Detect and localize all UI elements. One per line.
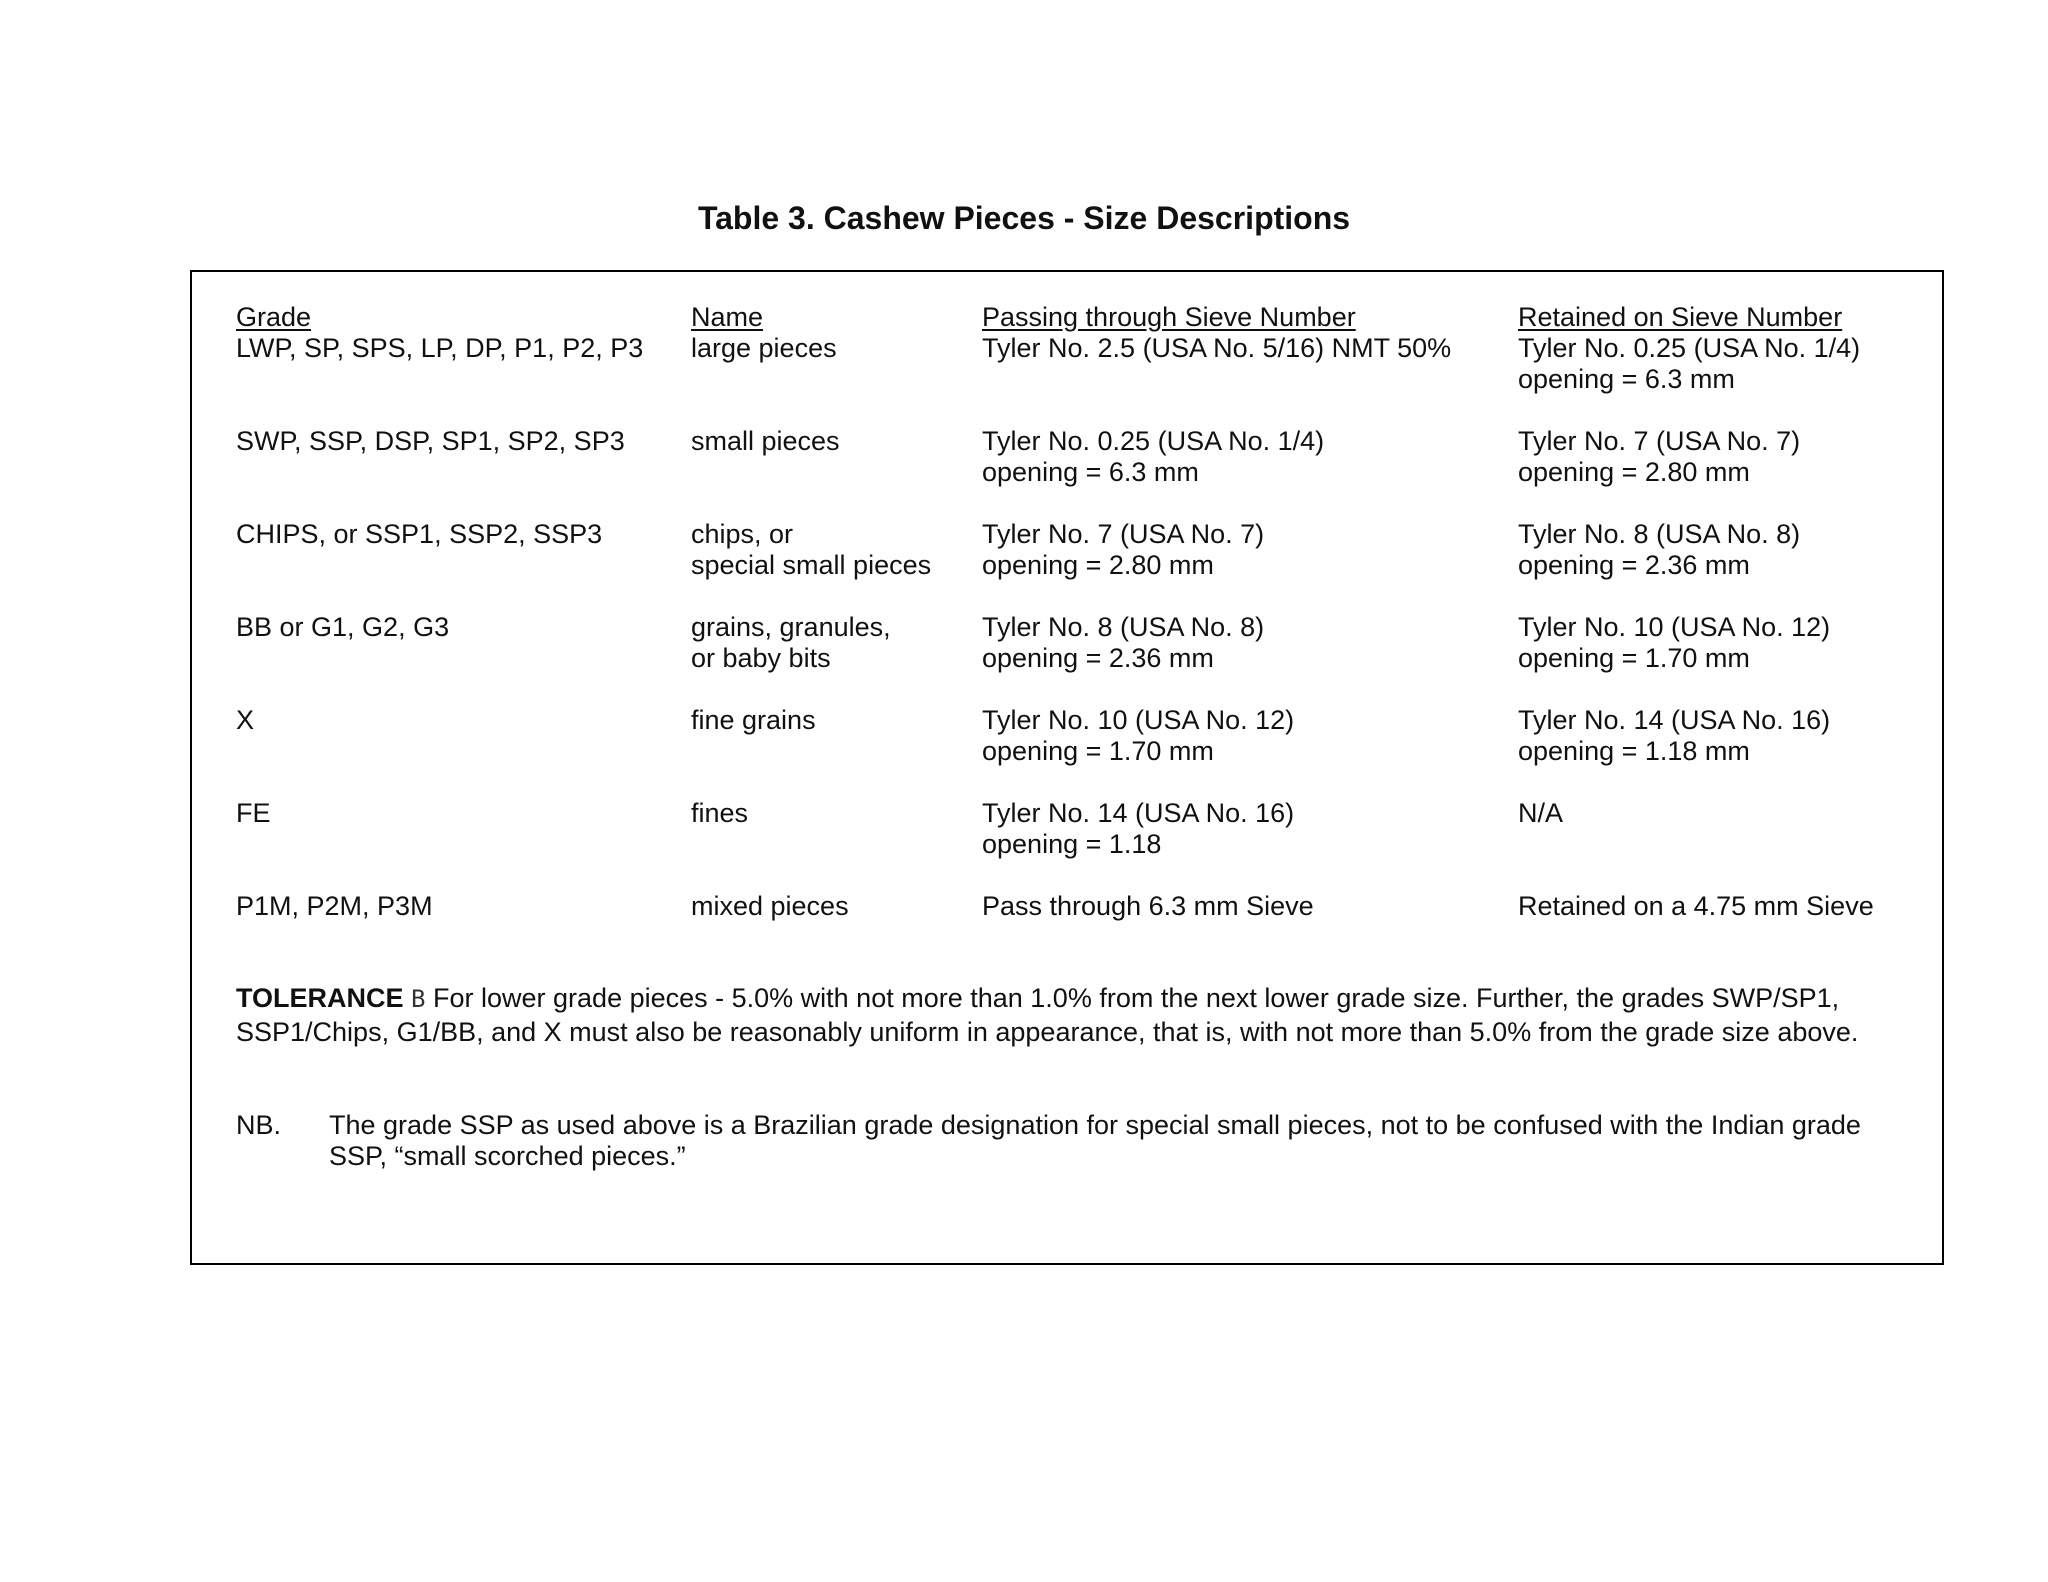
cell-name — [691, 333, 982, 395]
tolerance-label: TOLERANCE — [236, 983, 404, 1013]
cell-name — [691, 426, 982, 488]
header-name: Name — [691, 302, 764, 332]
cell-line: FE — [236, 798, 271, 828]
cell-grade — [236, 798, 691, 860]
table-row — [236, 705, 1916, 767]
cell-line: Tyler No. 14 (USA No. 16) — [982, 798, 1295, 828]
cell-grade — [236, 891, 691, 922]
note-label: NB. — [236, 1110, 282, 1140]
cell-line: opening = 6.3 mm — [1518, 364, 1735, 394]
cell-line: opening = 6.3 mm — [982, 457, 1199, 487]
tolerance-paragraph — [236, 982, 1916, 1049]
cell-line: opening = 2.36 mm — [982, 643, 1214, 673]
cell-passing-sieve — [982, 798, 1518, 860]
cell-passing-sieve — [982, 519, 1518, 581]
cell-line: Tyler No. 0.25 (USA No. 1/4) — [982, 426, 1325, 456]
cell-line: Tyler No. 7 (USA No. 7) — [982, 519, 1265, 549]
cell-line: small pieces — [691, 426, 840, 456]
cell-grade — [236, 612, 691, 674]
cell-line: Pass through 6.3 mm Sieve — [982, 891, 1314, 921]
cell-retained-sieve — [1518, 333, 1916, 395]
cell-line: chips, or — [691, 519, 794, 549]
cell-line: opening = 1.18 — [982, 829, 1162, 859]
table-row — [236, 333, 1916, 395]
cell-line: Tyler No. 8 (USA No. 8) — [1518, 519, 1801, 549]
cell-grade — [236, 519, 691, 581]
cell-name — [691, 891, 982, 922]
cell-line: opening = 1.70 mm — [982, 736, 1214, 766]
cell-retained-sieve — [1518, 891, 1916, 922]
cell-passing-sieve — [982, 333, 1518, 395]
cell-grade — [236, 426, 691, 488]
table-row — [236, 426, 1916, 488]
tolerance-text: For lower grade pieces - 5.0% with not more than 1.0% from the next lower grade size. Further, the grades SWP/SP1, SSP1/Chips, G1/BB, and X must also be reasonably uniform in appearance, that is, with not more than 5.0% from the grade size above. — [236, 983, 1859, 1047]
cell-retained-sieve — [1518, 798, 1916, 860]
cell-retained-sieve — [1518, 519, 1916, 581]
header-grade: Grade — [236, 302, 312, 332]
cell-line: Tyler No. 10 (USA No. 12) — [1518, 612, 1831, 642]
header-retained-sieve: Retained on Sieve Number — [1518, 302, 1843, 332]
cell-passing-sieve — [982, 705, 1518, 767]
table-header-row — [236, 302, 1916, 333]
cell-line: Tyler No. 2.5 (USA No. 5/16) NMT 50% — [982, 333, 1452, 363]
table-row — [236, 891, 1916, 922]
cell-line: mixed pieces — [691, 891, 849, 921]
cell-line: N/A — [1518, 798, 1564, 828]
cell-line: fine grains — [691, 705, 816, 735]
cell-line: Tyler No. 0.25 (USA No. 1/4) — [1518, 333, 1861, 363]
tolerance-glyph: B — [411, 985, 426, 1013]
table-row — [236, 519, 1916, 581]
cell-passing-sieve — [982, 612, 1518, 674]
cell-name — [691, 798, 982, 860]
table-row — [236, 798, 1916, 860]
cell-line: LWP, SP, SPS, LP, DP, P1, P2, P3 — [236, 333, 644, 363]
cell-line: Tyler No. 10 (USA No. 12) — [982, 705, 1295, 735]
cell-line: grains, granules, — [691, 612, 891, 642]
cell-name — [691, 705, 982, 767]
table-frame — [190, 270, 1944, 1265]
cell-line: X — [236, 705, 255, 735]
cell-grade — [236, 705, 691, 767]
page-title: Table 3. Cashew Pieces - Size Descriptions — [697, 200, 1351, 236]
cell-passing-sieve — [982, 426, 1518, 488]
note-paragraph — [236, 1110, 1916, 1172]
cell-retained-sieve — [1518, 612, 1916, 674]
cell-line: opening = 1.70 mm — [1518, 643, 1750, 673]
cell-retained-sieve — [1518, 705, 1916, 767]
cell-line: opening = 2.80 mm — [1518, 457, 1750, 487]
cell-line: opening = 1.18 mm — [1518, 736, 1750, 766]
cell-line: large pieces — [691, 333, 837, 363]
cell-line: BB or G1, G2, G3 — [236, 612, 450, 642]
cell-line: Tyler No. 7 (USA No. 7) — [1518, 426, 1801, 456]
cell-retained-sieve — [1518, 426, 1916, 488]
cell-line: or baby bits — [691, 643, 831, 673]
cell-line: opening = 2.36 mm — [1518, 550, 1750, 580]
cell-line: special small pieces — [691, 550, 932, 580]
cell-line: Tyler No. 14 (USA No. 16) — [1518, 705, 1831, 735]
cell-line: P1M, P2M, P3M — [236, 891, 433, 921]
table-row — [236, 612, 1916, 674]
cell-line: opening = 2.80 mm — [982, 550, 1214, 580]
cell-grade — [236, 333, 691, 395]
cell-line: Retained on a 4.75 mm Sieve — [1518, 891, 1874, 921]
table-body — [236, 333, 1916, 922]
header-passing-sieve: Passing through Sieve Number — [982, 302, 1356, 332]
cell-name — [691, 612, 982, 674]
cell-line: SWP, SSP, DSP, SP1, SP2, SP3 — [236, 426, 625, 456]
cell-name — [691, 519, 982, 581]
cell-line: fines — [691, 798, 749, 828]
cell-passing-sieve — [982, 891, 1518, 922]
note-text: The grade SSP as used above is a Brazilian grade designation for special small pieces, not to be confused with the Indian grade SSP, “small scorched pieces.” — [329, 1110, 1861, 1171]
cell-line: CHIPS, or SSP1, SSP2, SSP3 — [236, 519, 603, 549]
size-table — [236, 302, 1916, 953]
cell-line: Tyler No. 8 (USA No. 8) — [982, 612, 1265, 642]
